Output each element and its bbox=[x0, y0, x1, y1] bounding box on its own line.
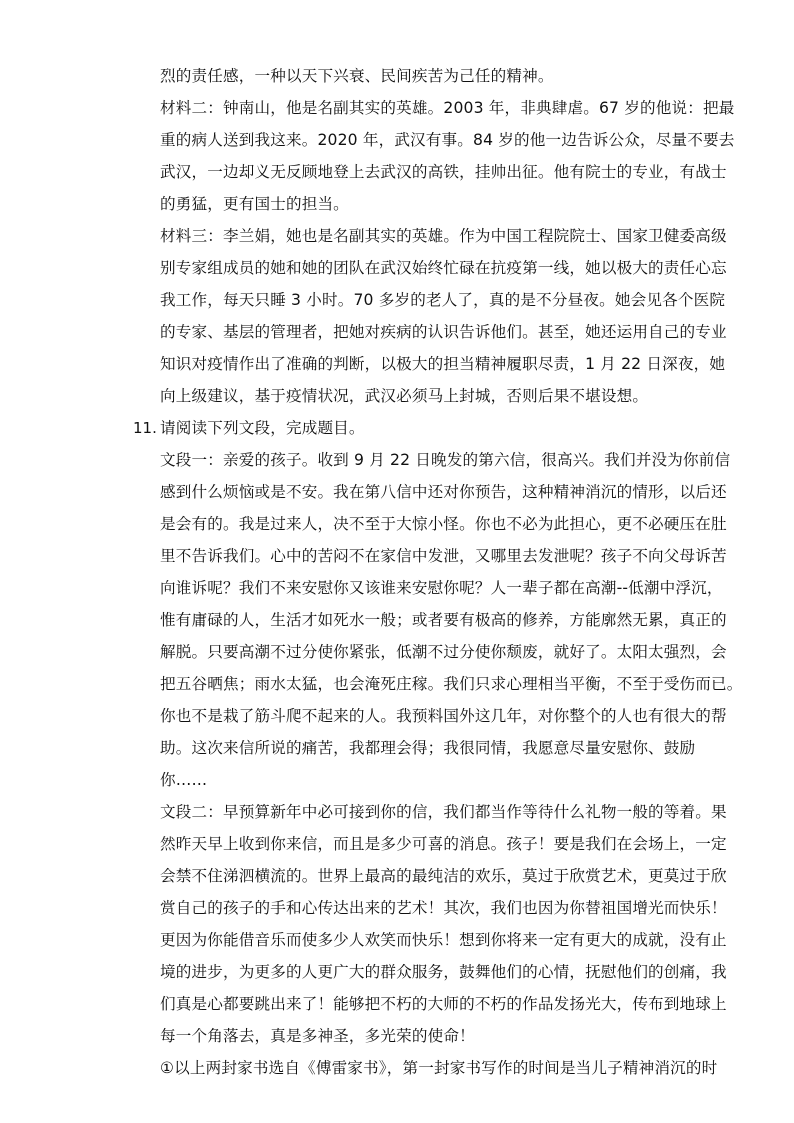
text-line: 把五谷晒焦；雨水太猛，也会淹死庄稼。我们只求心理相当平衡，不至于受伤而已。 bbox=[160, 675, 743, 693]
text-line: 材料二：钟南山，他是名副其实的英雄。2003 年，非典肆虐。67 岁的他说：把最 bbox=[160, 99, 735, 117]
text-line: 会禁不住涕泗横流的。世界上最高的最纯洁的欢乐，莫过于欣赏艺术，更莫过于欣 bbox=[160, 867, 727, 885]
text-line: 你…… bbox=[160, 771, 208, 789]
text-line: 向谁诉呢？我们不来安慰你又该谁来安慰你呢？人一辈子都在高潮--低潮中浮沉， bbox=[160, 579, 723, 597]
text-line: 感到什么烦恼或是不安。我在第八信中还对你预告，这种精神消沉的情形，以后还 bbox=[160, 483, 727, 501]
text-line: 们真是心都要跳出来了！能够把不朽的大师的不朽的作品发扬光大，传布到地球上 bbox=[160, 995, 727, 1013]
text-line: 你也不是栽了筋斗爬不起来的人。我预料国外这几年，对你整个的人也有很大的帮 bbox=[160, 707, 727, 725]
text-line: 我工作，每天只睡 3 小时。70 多岁的老人了，真的是不分昼夜。她会见各个医院 bbox=[160, 291, 726, 309]
text-line: 武汉，一边却义无反顾地登上去武汉的高铁，挂帅出征。他有院士的专业，有战士 bbox=[160, 163, 727, 181]
text-line: 更因为你能借音乐而使多少人欢笑而快乐！想到你将来一定有更大的成就，没有止 bbox=[160, 931, 727, 949]
text-line: 文段二：早预算新年中必可接到你的信，我们都当作等待什么礼物一般的等着。果 bbox=[160, 803, 727, 821]
text-line: 每一个角落去，真是多神圣，多光荣的使命！ bbox=[160, 1027, 475, 1045]
text-line: 材料三：李兰娟，她也是名副其实的英雄。作为中国工程院院士、国家卫健委高级 bbox=[160, 227, 727, 245]
text-line: 的专家、基层的管理者，把她对疾病的认识告诉他们。甚至，她还运用自己的专业 bbox=[160, 323, 727, 341]
text-line: 别专家组成员的她和她的团队在武汉始终忙碌在抗疫第一线，她以极大的责任心忘 bbox=[160, 259, 727, 277]
text-line: 文段一：亲爱的孩子。收到 9 月 22 日晚发的第六信，很高兴。我们并没为你前信 bbox=[160, 451, 731, 469]
text-line: 向上级建议，基于疫情状况，武汉必须马上封城，否则后果不堪设想。 bbox=[160, 387, 649, 405]
text-line: ①以上两封家书选自《傅雷家书》，第一封家书写作的时间是当儿子精神消沉的时 bbox=[160, 1059, 718, 1077]
question-number: 11. bbox=[133, 419, 157, 437]
text-line: 解脱。只要高潮不过分使你紧张，低潮不过分使你颓废，就好了。太阳太强烈，会 bbox=[160, 643, 727, 661]
text-line: 烈的责任感，一种以天下兴衰、民间疾苦为己任的精神。 bbox=[160, 67, 554, 85]
text-line: 的勇猛，更有国士的担当。 bbox=[160, 195, 349, 213]
text-line: 里不告诉我们。心中的苦闷不在家信中发泄，又哪里去发泄呢？孩子不向父母诉苦 bbox=[160, 547, 727, 565]
question-prompt: 请阅读下列文段，完成题目。 bbox=[160, 419, 365, 437]
text-line: 重的病人送到我这来。2020 年，武汉有事。84 岁的他一边告诉公众，尽量不要去 bbox=[160, 131, 735, 149]
text-line: 知识对疫情作出了准确的判断，以极大的担当精神履职尽责，1 月 22 日深夜，她 bbox=[160, 355, 726, 373]
text-line: 惟有庸碌的人，生活才如死水一般；或者要有极高的修养，方能廓然无累，真正的 bbox=[160, 611, 727, 629]
text-line: 然昨天早上收到你来信，而且是多少可喜的消息。孩子！要是我们在会场上，一定 bbox=[160, 835, 727, 853]
text-line: 赏自己的孩子的手和心传达出来的艺术！其次，我们也因为你替祖国增光而快乐！ bbox=[160, 899, 727, 917]
text-line: 是会有的。我是过来人，决不至于大惊小怪。你也不必为此担心，更不必硬压在肚 bbox=[160, 515, 727, 533]
text-line: 助。这次来信所说的痛苦，我都理会得；我很同情，我愿意尽量安慰你、鼓励 bbox=[160, 739, 696, 757]
text-line: 境的进步，为更多的人更广大的群众服务，鼓舞他们的心情，抚慰他们的创痛，我 bbox=[160, 963, 727, 981]
